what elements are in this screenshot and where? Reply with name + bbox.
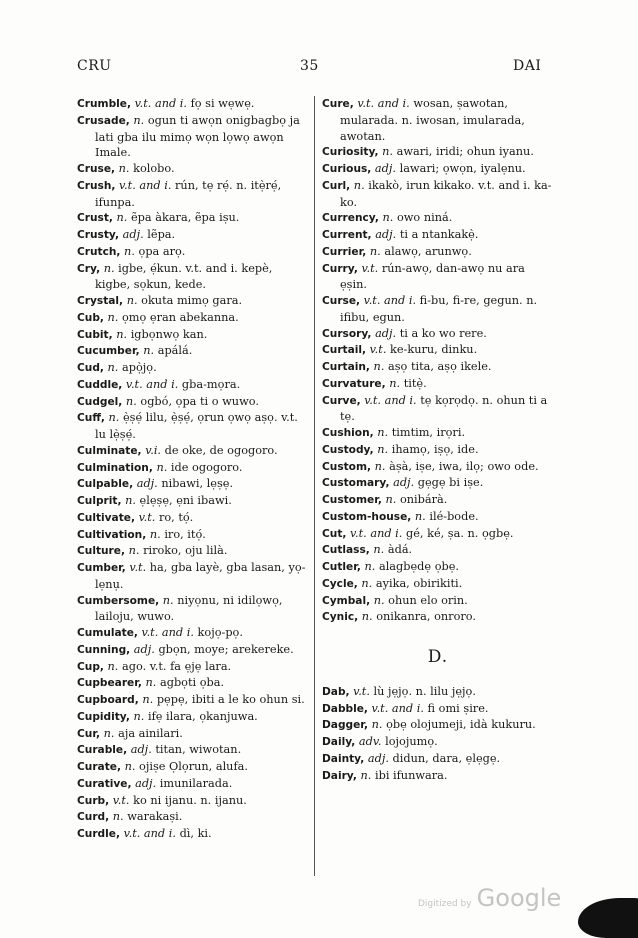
part-of-speech: n. <box>112 810 124 824</box>
part-of-speech: adj. <box>375 228 397 241</box>
dictionary-entry <box>77 261 307 294</box>
part-of-speech: v.t. <box>369 343 387 357</box>
headword: Cycle, <box>322 577 358 590</box>
dictionary-entry <box>322 359 554 376</box>
headword: Curl, <box>322 179 351 192</box>
definition: titan, wiwotan. <box>155 743 242 757</box>
dictionary-entry <box>322 593 554 610</box>
headword: Cure, <box>322 98 354 110</box>
headword: Current, <box>322 229 372 241</box>
definition: apọ̀jọ. <box>122 361 157 374</box>
headword: Cursory, <box>322 327 372 340</box>
dictionary-entry <box>77 410 307 443</box>
part-of-speech: v.t. and i. <box>141 626 194 639</box>
headword: Cutler, <box>322 561 361 573</box>
section-heading: D. <box>427 647 449 667</box>
definition: ayika, obirikiti. <box>375 576 463 590</box>
definition: ago. v.t. fa ẹjẹ lara. <box>122 659 232 673</box>
right-column <box>322 96 554 784</box>
definition: ke-kuru, dinku. <box>390 343 478 357</box>
definition: agbọti ọba. <box>159 676 225 690</box>
part-of-speech: n. <box>149 527 161 541</box>
part-of-speech: n. <box>414 509 426 523</box>
definition: ọbẹ olojumeji, idà kukuru. <box>386 718 536 732</box>
definition: ẹlẹṣẹ, ẹni ibawi. <box>139 494 232 507</box>
headword: Cultivate, <box>77 511 135 524</box>
dictionary-entry <box>77 642 307 659</box>
headword: Curable, <box>77 744 128 757</box>
dictionary-entry <box>77 776 307 793</box>
dictionary-entry <box>77 593 307 626</box>
headword: Curb, <box>77 794 110 807</box>
headword: Dab, <box>322 685 350 698</box>
dictionary-entry <box>77 394 307 411</box>
headword: Crush, <box>77 179 116 192</box>
dictionary-entry <box>77 692 307 709</box>
definition: lù jẹjọ. n. lilu jẹjọ. <box>373 684 476 698</box>
dictionary-entry <box>77 96 307 113</box>
headword: Curve, <box>322 394 361 407</box>
watermark-small: Digitized by <box>418 899 472 909</box>
part-of-speech: n. <box>133 709 145 723</box>
headword: Currier, <box>322 245 367 258</box>
headword: Customary, <box>322 477 390 490</box>
dictionary-entry <box>77 759 307 776</box>
dictionary-entry <box>322 96 554 144</box>
headword: Curative, <box>77 777 132 790</box>
dictionary-entry <box>77 244 307 261</box>
definition: titẹ̀. <box>403 376 427 390</box>
definition: rún-awọ, dan-awọ nu ara ẹṣin. <box>340 261 525 292</box>
headword: Cymbal, <box>322 594 371 607</box>
dictionary-entry <box>322 717 554 734</box>
dictionary-entry <box>322 768 554 785</box>
part-of-speech: n. <box>364 560 376 573</box>
definition: alagbẹdẹ ọbẹ. <box>378 560 460 573</box>
headword: Curry, <box>322 262 358 275</box>
part-of-speech: adj. <box>367 751 389 765</box>
headword: Cuff, <box>77 412 105 425</box>
headword: Cruse, <box>77 163 116 175</box>
dictionary-entry <box>322 261 554 294</box>
dictionary-entry <box>322 227 554 244</box>
part-of-speech: v.t. and i. <box>125 377 179 391</box>
headword: Crust, <box>77 212 113 225</box>
column-divider <box>314 96 315 876</box>
definition: ifẹ ilara, ọkanjuwa. <box>147 709 258 723</box>
headword: Curd, <box>77 811 110 824</box>
dictionary-entry <box>322 542 554 559</box>
part-of-speech: n. <box>124 760 136 773</box>
part-of-speech: n. <box>389 376 401 390</box>
headword: Crusade, <box>77 114 130 127</box>
dictionary-entry <box>77 726 307 743</box>
definition: lẽpa. <box>147 228 176 241</box>
definition: gé, ké, ṣa. n. ọgbẹ. <box>406 526 514 540</box>
definition: ọpa arọ. <box>138 244 186 258</box>
dictionary-entry <box>77 560 307 593</box>
headword: Custody, <box>322 443 374 456</box>
part-of-speech: adj. <box>122 228 144 241</box>
headword: Dairy, <box>322 769 357 782</box>
part-of-speech: n. <box>103 261 115 275</box>
definition: timtim, irọri. <box>391 426 466 439</box>
dictionary-entry <box>322 459 554 476</box>
definition: okuta mimọ gara. <box>141 294 243 307</box>
part-of-speech: v.t. and i. <box>134 97 188 110</box>
part-of-speech: n. <box>382 211 394 225</box>
part-of-speech: v.i. <box>145 443 162 457</box>
headword: Curvature, <box>322 377 386 390</box>
dictionary-entry <box>77 476 307 493</box>
definition: ẽpa àkara, ẽpa iṣu. <box>131 211 240 225</box>
dictionary-entry <box>322 393 554 426</box>
dictionary-entry <box>77 377 307 394</box>
part-of-speech: n. <box>125 494 136 507</box>
part-of-speech: n. <box>128 544 140 558</box>
dictionary-entry <box>77 460 307 477</box>
part-of-speech: n. <box>382 145 394 159</box>
dictionary-entry <box>322 701 554 718</box>
dictionary-entry <box>77 742 307 759</box>
definition: lojojumọ. <box>385 735 438 748</box>
headword: Cud, <box>77 362 104 374</box>
definition: didun, dara, ẹlẹgẹ. <box>392 751 501 765</box>
dictionary-entry <box>322 609 554 626</box>
headword: Cumber, <box>77 562 126 574</box>
definition: ihamọ, iṣọ, ide. <box>391 442 479 456</box>
dictionary-entry <box>77 443 307 460</box>
ink-blot <box>578 898 638 938</box>
headword: Culpable, <box>77 478 134 491</box>
dictionary-entry <box>77 161 307 178</box>
part-of-speech: n. <box>162 593 174 607</box>
headword: Cur, <box>77 727 101 740</box>
headword: Cub, <box>77 311 104 324</box>
dictionary-entry <box>322 442 554 459</box>
headword: Crusty, <box>77 229 120 241</box>
headword: Custom, <box>322 460 372 473</box>
dictionary-entry <box>77 659 307 676</box>
dictionary-entry <box>77 510 307 527</box>
definition: gbọn, moye; arekereke. <box>158 642 294 656</box>
definition: niyọnu, ni idilọwọ, lailoju, wuwo. <box>95 593 283 624</box>
part-of-speech: n. <box>369 244 381 258</box>
headword: Culprit, <box>77 495 122 507</box>
headword: Crumble, <box>77 98 132 110</box>
definition: ko ni ijanu. n. ijanu. <box>133 793 247 807</box>
part-of-speech: adv. <box>358 735 382 748</box>
part-of-speech: v.t. and i. <box>350 526 403 540</box>
part-of-speech: adj. <box>130 743 152 757</box>
part-of-speech: n. <box>107 361 119 374</box>
part-of-speech: v.t. <box>129 561 147 574</box>
part-of-speech: n. <box>126 294 138 307</box>
headword: Cuddle, <box>77 378 123 391</box>
definition: ẹ̀ṣẹ́ lilu, ẹ̀ṣẹ́, ọrun ọwọ aṣọ. v.t. lu lẹ̀ṣẹ́. <box>95 411 298 441</box>
dictionary-entry <box>77 227 307 244</box>
dictionary-entry <box>322 144 554 161</box>
dictionary-entry <box>322 475 554 492</box>
dictionary-entry <box>77 310 307 327</box>
left-column <box>77 96 307 843</box>
part-of-speech: adj. <box>375 326 397 340</box>
definition: ohun elo orin. <box>388 593 468 607</box>
definition: pẹpẹ, ibiti a le ko ohun si. <box>156 693 305 706</box>
headword: Cut, <box>322 527 347 540</box>
part-of-speech: adj. <box>133 642 155 656</box>
definition: fọ si wẹwẹ. <box>190 97 255 110</box>
dictionary-entry <box>322 751 554 768</box>
headword: Custom-house, <box>322 510 412 523</box>
part-of-speech: n. <box>108 411 120 425</box>
headword: Cubit, <box>77 328 113 341</box>
headword: Crutch, <box>77 245 121 258</box>
part-of-speech: v.t. and i. <box>119 178 172 192</box>
part-of-speech: n. <box>361 610 373 624</box>
definition: ilé-bode. <box>429 509 479 523</box>
definition: ti a ntankakẹ̀. <box>399 228 479 241</box>
definition: ibi ifunwara. <box>374 768 448 782</box>
dictionary-entry <box>77 709 307 726</box>
part-of-speech: n. <box>385 493 397 506</box>
part-of-speech: n. <box>125 394 137 408</box>
dictionary-entry <box>322 293 554 326</box>
part-of-speech: v.t. and i. <box>371 701 424 715</box>
part-of-speech: v.t. and i. <box>363 294 417 307</box>
dictionary-entry <box>77 210 307 227</box>
part-of-speech: adj. <box>135 776 157 790</box>
definition: ogun ti awọn onigbagbọ ja lati gba ilu mimọ wọn lọwọ awọn Imale. <box>95 113 300 160</box>
part-of-speech: n. <box>116 211 128 225</box>
definition: ojiṣe Ọlọrun, alufa. <box>139 760 248 773</box>
dictionary-entry <box>322 559 554 576</box>
headword: Curdle, <box>77 828 120 840</box>
definition: ogbó, ọpa ti o wuwo. <box>140 394 259 408</box>
dictionary-entry <box>322 425 554 442</box>
dictionary-entry <box>77 327 307 344</box>
definition: awari, iridi; ohun iyanu. <box>396 145 534 159</box>
dictionary-entry <box>322 326 554 343</box>
dictionary-entry <box>322 684 554 701</box>
page-number: 35 <box>300 58 319 74</box>
definition: owo niná. <box>396 211 453 225</box>
part-of-speech: n. <box>373 360 385 373</box>
headword: Cutlass, <box>322 544 370 557</box>
part-of-speech: n. <box>156 460 168 474</box>
dictionary-entry <box>77 793 307 810</box>
part-of-speech: v.t. and i. <box>357 97 410 110</box>
headword: Curate, <box>77 761 121 773</box>
headword: Culminate, <box>77 444 142 457</box>
headword: Customer, <box>322 494 382 506</box>
definition: nibawi, lẹṣẹ. <box>161 477 234 491</box>
part-of-speech: n. <box>371 718 383 732</box>
definition: aṣọ tita, aṣọ ikele. <box>388 360 492 373</box>
headword: Dabble, <box>322 702 368 715</box>
definition: ide ogogoro. <box>170 460 243 474</box>
part-of-speech: adj. <box>136 477 158 491</box>
part-of-speech: v.t. and i. <box>123 827 176 840</box>
part-of-speech: n. <box>360 768 372 782</box>
definition: ha, gba layè, gba lasan, yọ-lẹnụ. <box>95 561 306 591</box>
part-of-speech: n. <box>373 593 385 607</box>
part-of-speech: n. <box>107 310 119 324</box>
definition: ikakò, irun kikako. v.t. and i. ka-ko. <box>340 178 552 209</box>
headword: Cupidity, <box>77 710 130 723</box>
definition: dì, ki. <box>179 827 212 840</box>
part-of-speech: v.t. <box>138 510 156 524</box>
definition: igbe, ẹ́kun. v.t. and i. kepè, kigbe, sọkun, kede. <box>95 261 273 292</box>
running-head-right: DAI <box>513 58 542 74</box>
definition: warakaṣi. <box>127 810 183 824</box>
definition: ro, tọ́. <box>158 510 194 524</box>
definition: alawọ, arunwọ. <box>384 244 472 258</box>
headword: Cudgel, <box>77 395 123 408</box>
part-of-speech: n. <box>124 244 135 258</box>
definition: gẹgẹ bi iṣe. <box>417 476 484 490</box>
part-of-speech: n. <box>103 726 115 740</box>
headword: Daily, <box>322 736 356 748</box>
headword: Cry, <box>77 262 101 275</box>
headword: Culmination, <box>77 461 153 474</box>
part-of-speech: n. <box>116 327 128 341</box>
dictionary-entry <box>77 675 307 692</box>
dictionary-entry <box>322 376 554 393</box>
dictionary-entry <box>77 543 307 560</box>
headword: Cupbearer, <box>77 677 142 690</box>
dictionary-entry <box>322 342 554 359</box>
definition: aja ainilari. <box>118 726 183 740</box>
definition: fi omi ṣire. <box>427 701 489 715</box>
dictionary-entry <box>77 178 307 211</box>
dictionary-entry <box>77 809 307 826</box>
definition: imunilarada. <box>159 776 233 790</box>
definition: àdá. <box>387 543 413 557</box>
headword: Currency, <box>322 212 379 225</box>
part-of-speech: v.t. <box>112 793 130 807</box>
headword: Cultivation, <box>77 528 147 541</box>
dictionary-entry <box>77 625 307 642</box>
dictionary-entry <box>322 576 554 593</box>
definition: onikanra, onroro. <box>376 610 476 624</box>
definition: rún, tẹ rẹ́. n. itẹ̀rẹ́, ifunpa. <box>95 178 282 209</box>
part-of-speech: v.t. and i. <box>364 393 417 407</box>
definition: onibárà. <box>399 493 448 506</box>
dictionary-entry <box>322 509 554 526</box>
definition: riroko, oju lilà. <box>143 544 228 558</box>
definition: tẹ kọrọdọ. n. ohun ti a tẹ. <box>340 393 548 424</box>
part-of-speech: n. <box>118 162 130 175</box>
dictionary-entry <box>322 178 554 211</box>
part-of-speech: n. <box>374 459 386 473</box>
dictionary-entry <box>322 210 554 227</box>
headword: Cumulate, <box>77 627 138 639</box>
definition: apálá. <box>157 344 193 358</box>
headword: Cup, <box>77 660 104 673</box>
headword: Cynic, <box>322 611 359 624</box>
headword: Curse, <box>322 295 361 307</box>
part-of-speech: n. <box>377 442 389 456</box>
definition: kolobo. <box>133 162 175 175</box>
definition: lawari; ọwọn, iyalẹnu. <box>399 162 526 175</box>
watermark-logo: Google <box>476 884 562 912</box>
definition: wosan, ṣawotan, mularada. n. iwosan, imularada, awotan. <box>340 97 525 143</box>
part-of-speech: n. <box>361 576 373 590</box>
headword: Cucumber, <box>77 345 140 358</box>
part-of-speech: n. <box>353 178 365 192</box>
part-of-speech: n. <box>143 344 155 358</box>
headword: Culture, <box>77 545 125 558</box>
running-head-left: CRU <box>77 58 112 74</box>
definition: kojọ-pọ. <box>197 626 243 639</box>
digitized-watermark <box>418 884 561 912</box>
dictionary-entry <box>77 527 307 544</box>
part-of-speech: adj. <box>374 162 396 175</box>
definition: igbọnwọ kan. <box>130 327 208 341</box>
part-of-speech: adj. <box>393 476 415 490</box>
headword: Curtail, <box>322 344 367 357</box>
headword: Crystal, <box>77 295 124 307</box>
dictionary-entry <box>77 113 307 161</box>
definition: fi-bu, fi-re, gegun. n. ifibu, egun. <box>340 294 538 324</box>
dictionary-entry <box>77 343 307 360</box>
part-of-speech: n. <box>377 426 389 439</box>
dictionary-entry <box>77 826 307 843</box>
part-of-speech: n. <box>133 113 145 127</box>
headword: Curtain, <box>322 361 370 373</box>
dictionary-entry <box>322 244 554 261</box>
headword: Cushion, <box>322 427 374 439</box>
definition: ti a ko wo rere. <box>399 326 487 340</box>
part-of-speech: v.t. <box>353 684 370 698</box>
definition: gba-mọra. <box>181 377 241 391</box>
definition: iro, itọ́. <box>164 527 206 541</box>
part-of-speech: n. <box>373 543 385 557</box>
dictionary-entry <box>77 360 307 377</box>
dictionary-entry <box>322 492 554 509</box>
part-of-speech: n. <box>145 676 157 690</box>
definition: de oke, de ogogoro. <box>164 443 278 457</box>
headword: Dagger, <box>322 719 368 732</box>
dictionary-entry <box>77 293 307 310</box>
headword: Curiosity, <box>322 146 379 159</box>
d-entries <box>322 684 554 785</box>
dictionary-entry <box>322 734 554 751</box>
headword: Curious, <box>322 163 372 175</box>
headword: Cupboard, <box>77 694 139 706</box>
headword: Cunning, <box>77 643 131 656</box>
definition: àṣà, iṣe, iwa, ilọ; owo ode. <box>389 459 539 473</box>
headword: Cumbersome, <box>77 594 160 607</box>
dictionary-entry <box>322 526 554 543</box>
dictionary-entry <box>77 493 307 510</box>
part-of-speech: n. <box>107 659 119 673</box>
part-of-speech: n. <box>142 693 154 706</box>
dictionary-entry <box>322 161 554 178</box>
part-of-speech: v.t. <box>361 261 379 275</box>
c-entries <box>322 96 554 626</box>
definition: ọmọ ẹran abekanna. <box>122 310 239 324</box>
headword: Dainty, <box>322 752 365 765</box>
